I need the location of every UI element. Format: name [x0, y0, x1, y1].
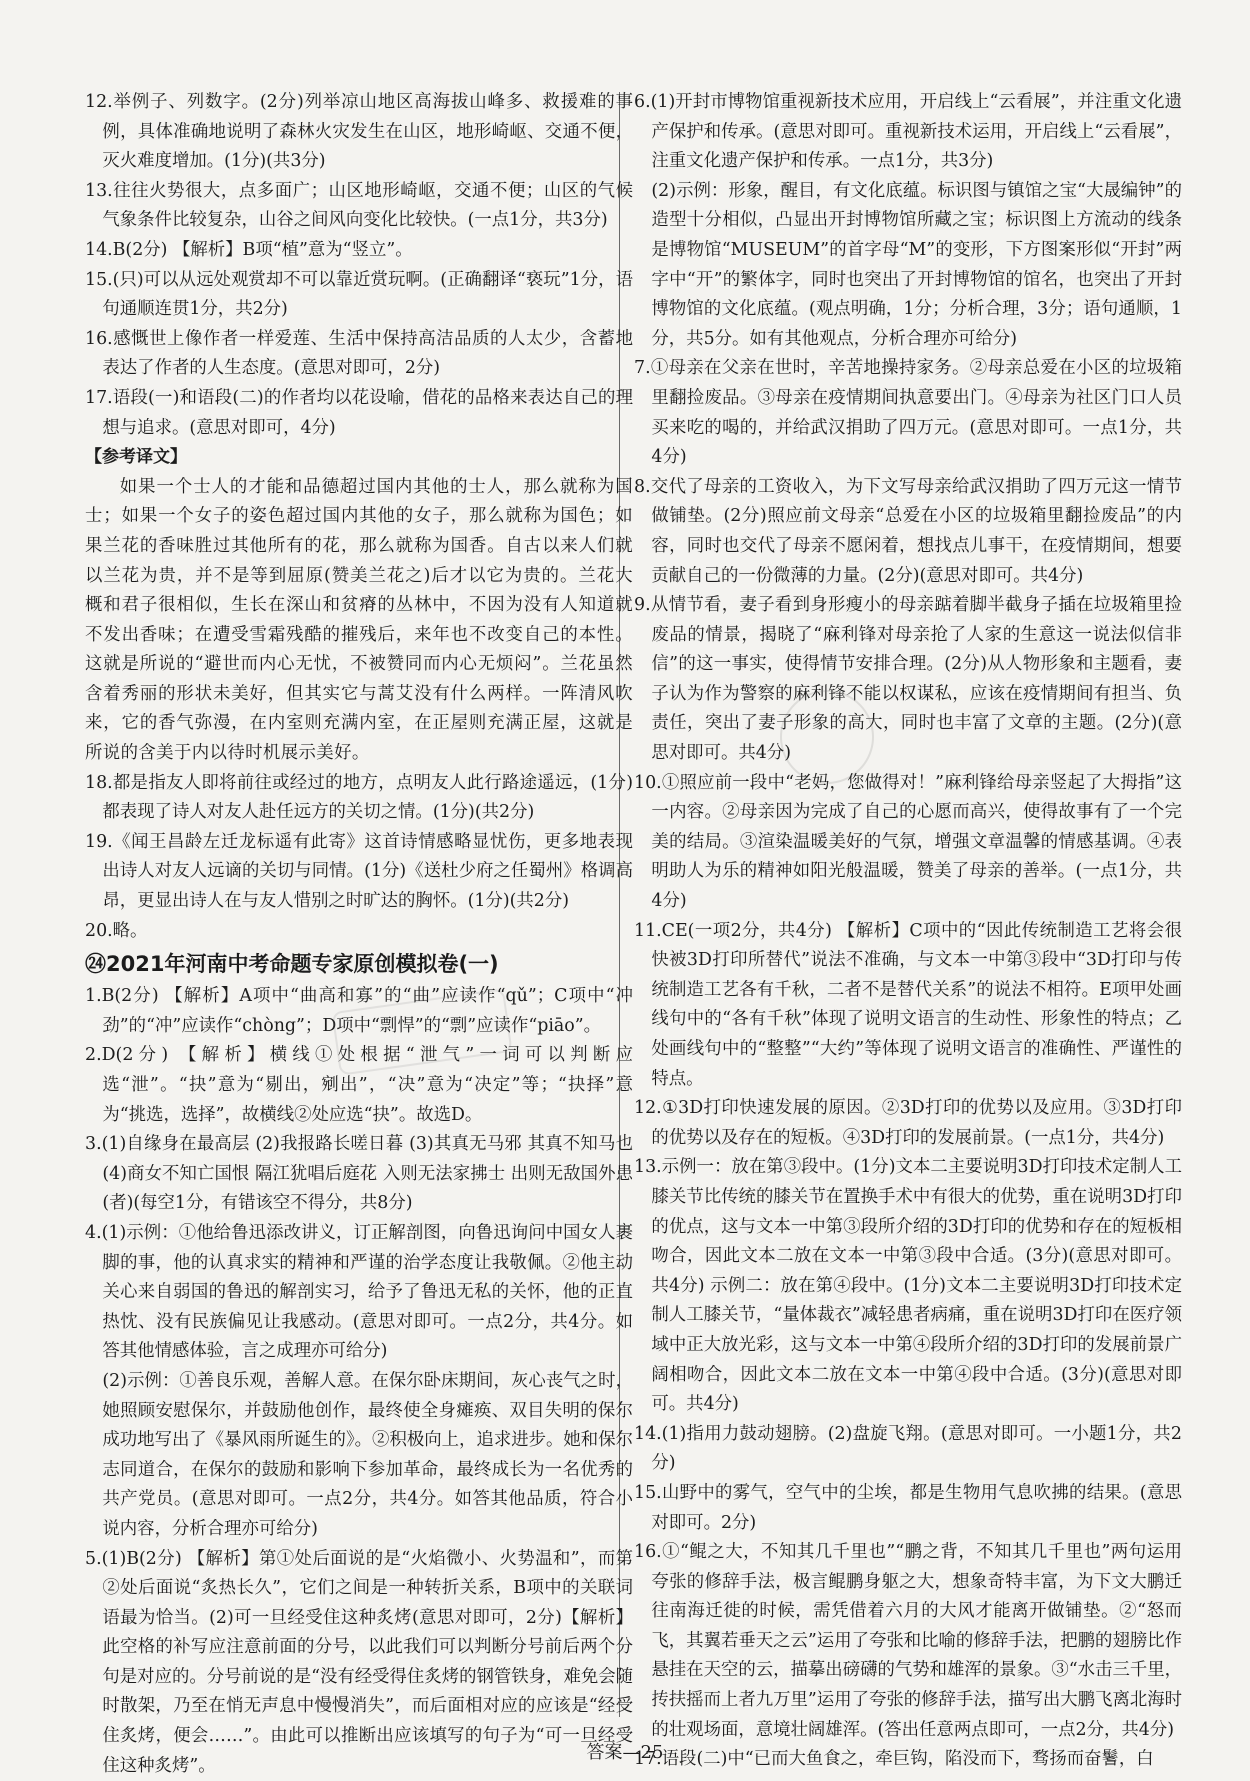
answer-12b: 12.①3D打印快速发展的原因。②3D打印的优势以及应用。③3D打印的优势以及存在的短板。④3D打印的发展前景。(一点1分，共4分)	[634, 1094, 1182, 1153]
answer-6-2: (2)示例：形象，醒目，有文化底蕴。标识图与镇馆之宝“大晟编钟”的造型十分相似，凸显出开封博物馆所藏之宝；标识图上方流动的线条是博物馆“MUSEUM”的首字母“M”的变形，下方图案形似“开封”两字中“开”的繁体字，同时也突出了开封博物馆的馆名，也突出了开封博物馆的文化底蕴。(观点明确，1分；分析合理，3分；语句通顺，1分，共5分。如有其他观点，分析合理亦可给分)	[634, 177, 1182, 355]
answer-16: 16.感慨世上像作者一样爱莲、生活中保持高洁品质的人太少，含蓄地表达了作者的人生态度。(意思对即可，2分)	[85, 325, 633, 384]
answer-15: 15.(只)可以从远处观赏却不可以靠近赏玩啊。(正确翻译“亵玩”1分，语句通顺连贯1分，共2分)	[85, 266, 633, 325]
answer-4: 4.(1)示例：①他给鲁迅添改讲义，订正解剖图，向鲁迅询问中国女人裹脚的事，他的认真求实的精神和严谨的治学态度让我敬佩。②他主动关心来自弱国的鲁迅的解剖实习，给予了鲁迅无私的关怀，他的正直热忱、没有民族偏见让我感动。(意思对即可。一点2分，共4分。如答其他情感体验，言之成理亦可给分)	[85, 1219, 633, 1367]
answer-19: 19.《闻王昌龄左迁龙标遥有此寄》这首诗情感略显忧伤，更多地表现出诗人对友人远谪的关切与同情。(1分)《送杜少府之任蜀州》格调高昂，更显出诗人在与友人惜别之时旷达的胸怀。(1分)(共2分)	[85, 828, 633, 917]
answer-6: 6.(1)开封市博物馆重视新技术应用，开启线上“云看展”，并注重文化遗产保护和传承。(意思对即可。重视新技术运用，开启线上“云看展”，注重文化遗产保护和传承。一点1分，共3分)	[634, 88, 1182, 177]
left-column	[85, 88, 633, 1781]
answer-11: 11.CE(一项2分，共4分) 【解析】C项中的“因此传统制造工艺将会很快被3D打印所替代”说法不准确，与文本一中第③段中“3D打印与传统制造工艺各有千秋，二者不是替代关系”的说法不相符。E项甲处画线句中的“各有千秋”体现了说明文语言的生动性、形象性的特点；乙处画线句中的“整整”“大约”等体现了说明文语言的准确性、严谨性的特点。	[634, 917, 1182, 1095]
answer-9: 9.从情节看，妻子看到身形瘦小的母亲踮着脚半截身子插在垃圾箱里捡废品的情景，揭晓了“麻利锋对母亲抢了人家的生意这一说法似信非信”的这一事实，使得情节安排合理。(2分)从人物形象和主题看，妻子认为作为警察的麻利锋不能以权谋私，应该在疫情期间有担当、负责任，突出了妻子形象的高大，同时也丰富了文章的主题。(2分)(意思对即可。共4分)	[634, 591, 1182, 769]
answer-10: 10.①照应前一段中“老妈，您做得对！”麻利锋给母亲竖起了大拇指”这一内容。②母亲因为完成了自己的心愿而高兴，使得故事有了一个完美的结局。③渲染温暖美好的气氛，增强文章温馨的情感基调。④表明助人为乐的精神如阳光般温暖，赞美了母亲的善举。(一点1分，共4分)	[634, 769, 1182, 917]
answer-13b: 13.示例一：放在第③段中。(1分)文本二主要说明3D打印技术定制人工膝关节比传统的膝关节在置换手术中有很大的优势，重在说明3D打印的优点，这与文本一中第③段所介绍的3D打印的优势和存在的短板相吻合，因此文本二放在文本一中第③段中合适。(3分)(意思对即可。共4分) 示例二：放在第④段中。(1分)文本二主要说明3D打印技术定制人工膝关节，“量体裁衣”减轻患者病痛，重在说明3D打印在医疗领域中正大放光彩，这与文本一中第④段所介绍的3D打印的发展前景广阔相吻合，因此文本二放在文本一中第④段中合适。(3分)(意思对即可。共4分)	[634, 1153, 1182, 1419]
answer-4-2: (2)示例：①善良乐观，善解人意。在保尔卧床期间，灰心丧气之时，她照顾安慰保尔，并鼓励他创作，最终使全身瘫痪、双目失明的保尔成功地写出了《暴风雨所诞生的》。②积极向上，追求进步。她和保尔志同道合，在保尔的鼓励和影响下参加革命，最终成长为一名优秀的共产党员。(意思对即可。一点2分，共4分。如答其他品质，符合小说内容，分析合理亦可给分)	[85, 1367, 633, 1545]
answer-1: 1.B(2分) 【解析】A项中“曲高和寡”的“曲”应读作“qǔ”；C项中“冲劲”的“冲”应读作“chòng”；D项中“剽悍”的“剽”应读作“piāo”。	[85, 982, 633, 1041]
answer-17b: 17.语段(二)中“已而大鱼食之，牵巨钩，陷没而下，骛扬而奋鬐，白	[634, 1745, 1182, 1775]
answer-2: 2.D(2分) 【解析】横线①处根据“泄气”一词可以判断应选“泄”。“抉”意为“剔出，剜出”，“决”意为“决定”等；“抉择”意为“挑选，选择”，故横线②处应选“抉”。故选D。	[85, 1041, 633, 1130]
reference-translation-heading: 【参考译文】	[85, 443, 633, 473]
answer-18: 18.都是指友人即将前往或经过的地方，点明友人此行路途遥远，(1分)都表现了诗人对友人赴任远方的关切之情。(1分)(共2分)	[85, 769, 633, 828]
answer-13: 13.往往火势很大，点多面广；山区地形崎岖，交通不便；山区的气候气象条件比较复杂，山谷之间风向变化比较快。(一点1分，共3分)	[85, 177, 633, 236]
answer-14b: 14.(1)指用力鼓动翅膀。(2)盘旋飞翔。(意思对即可。一小题1分，共2分)	[634, 1420, 1182, 1479]
answer-7: 7.①母亲在父亲在世时，辛苦地操持家务。②母亲总爱在小区的垃圾箱里翻捡废品。③母亲在疫情期间执意要出门。④母亲为社区门口人员买来吃的喝的，并给武汉捐助了四万元。(意思对即可。一点1分，共4分)	[634, 354, 1182, 472]
exam-title: ㉔2021年河南中考命题专家原创模拟卷(一)	[85, 948, 633, 980]
answer-20: 20.略。	[85, 917, 633, 947]
answer-15b: 15.山野中的雾气，空气中的尘埃，都是生物用气息吹拂的结果。(意思对即可。2分)	[634, 1479, 1182, 1538]
answer-3: 3.(1)自缘身在最高层 (2)我报路长嗟日暮 (3)其真无马邪 其真不知马也 (4)商女不知亡国恨 隔江犹唱后庭花 入则无法家拂士 出则无敌国外患(者)(每空1分，有错该空不得分，共8分)	[85, 1130, 633, 1219]
answer-14: 14.B(2分) 【解析】B项“植”意为“竖立”。	[85, 236, 633, 266]
right-column	[634, 88, 1182, 1775]
answer-17: 17.语段(一)和语段(二)的作者均以花设喻，借花的品格来表达自己的理想与追求。(意思对即可，4分)	[85, 384, 633, 443]
page-footer: 答案—25	[0, 1738, 1250, 1764]
reference-translation: 如果一个士人的才能和品德超过国内其他的士人，那么就称为国士；如果一个女子的姿色超过国内其他的女子，那么就称为国色；如果兰花的香味胜过其他所有的花，那么就称为国香。自古以来人们就以兰花为贵，并不是等到屈原(赞美兰花之)后才以它为贵的。兰花大概和君子很相似，生长在深山和贫瘠的丛林中，不因为没有人知道就不发出香味；在遭受雪霜残酷的摧残后，来年也不改变自己的本性。这就是所说的“避世而内心无忧，不被赞同而内心无烦闷”。兰花虽然含着秀丽的形状未美好，但其实它与蒿艾没有什么两样。一阵清风吹来，它的香气弥漫，在内室则充满内室，在正屋则充满正屋，这就是所说的含美于内以待时机展示美好。	[85, 473, 633, 769]
answer-8: 8.交代了母亲的工资收入，为下文写母亲给武汉捐助了四万元这一情节做铺垫。(2分)照应前文母亲“总爱在小区的垃圾箱里翻捡废品”的内容，同时也交代了母亲不愿闲着，想找点儿事干，在疫情期间，想要贡献自己的一份微薄的力量。(2分)(意思对即可。共4分)	[634, 473, 1182, 591]
answer-16b: 16.①“鲲之大，不知其几千里也”“鹏之背，不知其几千里也”两句运用夸张的修辞手法，极言鲲鹏身躯之大，想象奇特丰富，为下文大鹏迁往南海迁徙的时候，需凭借着六月的大风才能离开做铺垫。②“怒而飞，其翼若垂天之云”运用了夸张和比喻的修辞手法，把鹏的翅膀比作悬挂在天空的云，描摹出磅礴的气势和雄浑的景象。③“水击三千里，抟扶摇而上者九万里”运用了夸张的修辞手法，描写出大鹏飞离北海时的壮观场面，意境壮阔雄浑。(答出任意两点即可，一点2分，共4分)	[634, 1538, 1182, 1745]
answer-12: 12.举例子、列数字。(2分)列举凉山地区高海拔山峰多、救援难的事例，具体准确地说明了森林火灾发生在山区，地形崎岖、交通不便，灭火难度增加。(1分)(共3分)	[85, 88, 633, 177]
answer-5: 5.(1)B(2分) 【解析】第①处后面说的是“火焰微小、火势温和”，而第②处后面说“炙热长久”，它们之间是一种转折关系，B项中的关联词语最为恰当。(2)可一旦经受住这种炙烤(意思对即可，2分)【解析】此空格的补写应注意前面的分号，以此我们可以判断分号前后两个分句是对应的。分号前说的是“没有经受得住炙烤的钢管铁身，难免会随时散架，乃至在悄无声息中慢慢消失”，而后面相对应的应该是“经受住炙烤，便会……”。由此可以推断出应该填写的句子为“可一旦经受住这种炙烤”。	[85, 1545, 633, 1781]
